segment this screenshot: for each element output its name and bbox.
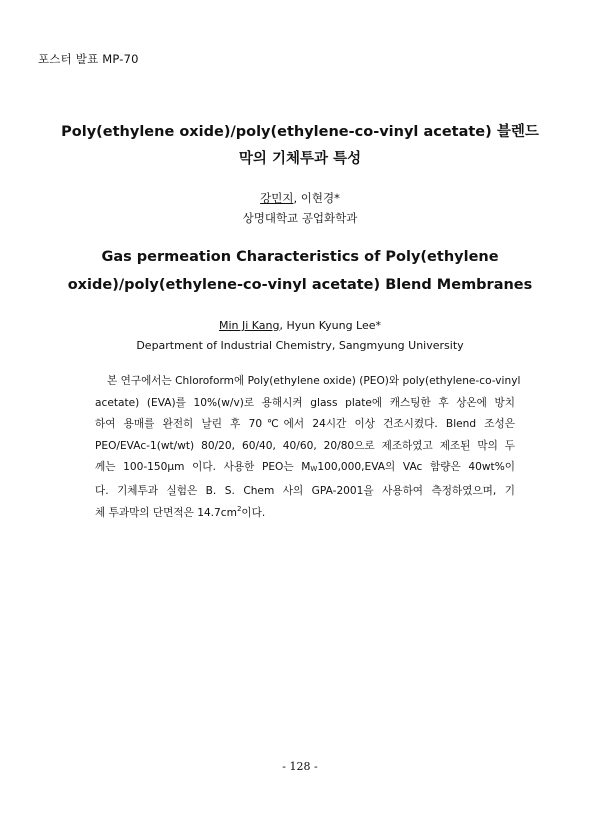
abstract-line-7 (95, 503, 515, 525)
poster-tag: 포스터 발표 MP-70 (38, 52, 139, 66)
english-authors-block (0, 316, 600, 356)
english-affiliation: Department of Industrial Chemistry, Sangmyung University (136, 339, 464, 352)
abstract-line-5 (95, 457, 515, 481)
korean-author-separator: , (293, 191, 301, 205)
korean-first-author: 강민지 (260, 191, 294, 205)
abstract-line-5-start: 께는 100-150μm 이다. 사용한 PEO는 M (95, 461, 311, 474)
abstract-line-4: PEO/EVAc-1(wt/wt) 80/20, 60/40, 40/60, 20/80으로 제조하였고 제조된 막의 두 (95, 439, 515, 452)
molecular-weight-subscript: W (310, 465, 318, 474)
english-author-separator: , (279, 319, 287, 332)
abstract-line-1: 본 연구에서는 Chloroform에 Poly(ethylene oxide) (PEO)와 poly(ethylene-co-vinyl (107, 375, 521, 387)
korean-authors (0, 188, 600, 208)
english-second-author: Hyun Kyung Lee* (286, 319, 382, 332)
abstract-line-3: 하여 용매를 완전히 날린 후 70℃에서 24시간 이상 건조시켰다. Blend 조성은 (95, 418, 515, 431)
korean-title-line-1: Poly(ethylene oxide)/poly(ethylene-co-vinyl acetate) 블렌드 (61, 124, 539, 140)
korean-second-author: 이현경* (300, 191, 340, 205)
abstract-line-5-end: 100,000,EVA의 VAc 함량은 40wt%이 (317, 461, 515, 474)
korean-title (40, 119, 560, 173)
abstract-line-7-end: 이다. (241, 506, 266, 519)
english-authors (0, 316, 600, 336)
abstract-line-6: 다. 기체투과 실험은 B. S. Chem 사의 GPA-2001을 사용하여 측정하였으며, 기 (95, 484, 515, 497)
english-title-line-2: oxide)/poly(ethylene-co-vinyl acetate) Blend Membranes (67, 277, 533, 293)
korean-affiliation: 상명대학교 공업화학과 (242, 211, 358, 225)
english-title (40, 243, 560, 299)
english-first-author: Min Ji Kang (218, 319, 280, 332)
abstract-line-7-start: 체 투과막의 단면적은 14.7cm (95, 506, 237, 519)
area-unit-superscript: 2 (236, 504, 242, 513)
abstract-line-2: acetate) (EVA)를 10%(w/v)로 용해시켜 glass plate에 캐스팅한 후 상온에 방치 (95, 396, 515, 409)
page-number: - 128 - (282, 760, 318, 773)
korean-authors-block (0, 188, 600, 228)
korean-title-line-2: 막의 기체투과 특성 (238, 151, 362, 167)
english-title-line-1: Gas permeation Characteristics of Poly(ethylene (101, 249, 499, 265)
abstract-body (95, 371, 521, 524)
